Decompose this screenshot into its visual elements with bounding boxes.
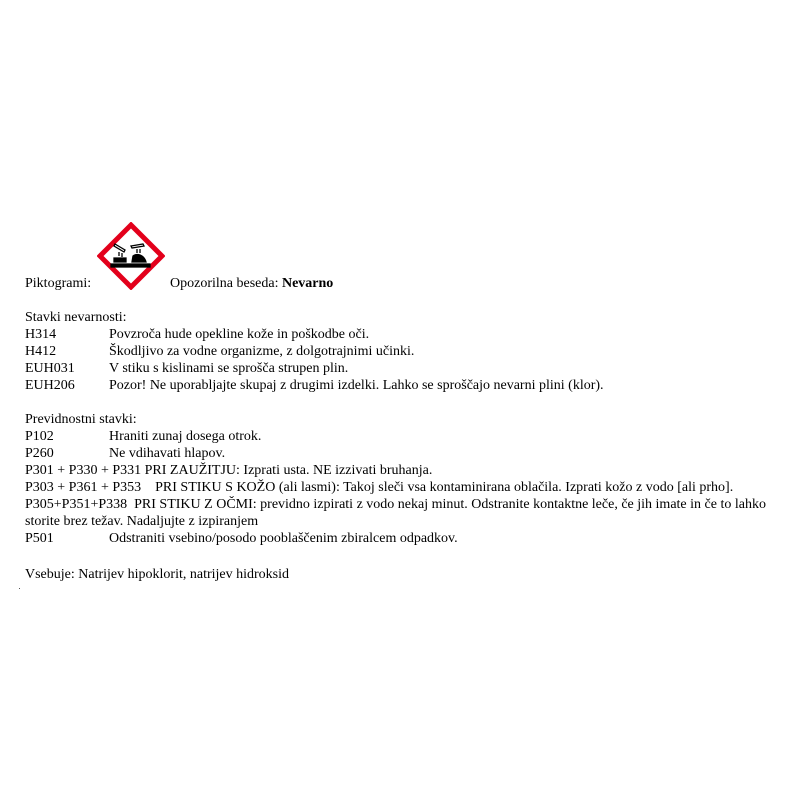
hazard-code: H412: [25, 344, 57, 359]
corrosion-icon: [97, 222, 165, 290]
pictogram-diamond-border: [100, 225, 162, 287]
hazard-code: H314: [25, 327, 57, 342]
precaution-text: Odstraniti vsebino/posodo pooblaščenim zbiralcem odpadkov.: [109, 531, 458, 546]
precaution-row-p303: P303 + P361 + P353 PRI STIKU S KOŽO (ali lasmi): Takoj sleči vsa kontaminirana oblačila. Izprati kožo z vodo [ali prho].: [25, 480, 734, 495]
hazard-text: Povzroča hude opekline kože in poškodbe oči.: [109, 327, 370, 342]
signal-word-value: Nevarno: [281, 276, 334, 291]
precaution-row-p301: P301 + P330 + P331 PRI ZAUŽITJU: Izprati usta. NE izzivati bruhanja.: [25, 463, 433, 478]
precaution-text: Hraniti zunaj dosega otrok.: [109, 429, 262, 444]
contains-line: Vsebuje: Natrijev hipoklorit, natrijev hidroksid: [25, 567, 290, 582]
precaution-code: P102: [25, 429, 54, 444]
hazard-text: Pozor! Ne uporabljajte skupaj z drugimi izdelki. Lahko se sproščajo nevarni plini (klor).: [109, 378, 604, 393]
hazard-text: Škodljivo za vodne organizme, z dolgotrajnimi učinki.: [109, 344, 415, 359]
hazard-statements-title: Stavki nevarnosti:: [25, 310, 127, 325]
stray-mark: [19, 588, 20, 589]
precaution-code: P260: [25, 446, 54, 461]
precaution-statements-title: Previdnostni stavki:: [25, 412, 137, 427]
precaution-text: Ne vdihavati hlapov.: [109, 446, 226, 461]
signal-word: [170, 275, 333, 292]
hazard-code: EUH206: [25, 378, 75, 393]
signal-word-label: Opozorilna beseda:: [170, 276, 279, 291]
hazard-code: EUH031: [25, 361, 75, 376]
hazard-text: V stiku s kislinami se sprošča strupen plin.: [109, 361, 349, 376]
precaution-row-p305: P305+P351+P338 PRI STIKU Z OČMI: previdno izpirati z vodo nekaj minut. Odstranite kontaktne leče, če jih imate in če to lahko storite brez težav. Nadaljujte z izpiranjem: [25, 497, 770, 529]
precaution-code: P501: [25, 531, 54, 546]
pictograms-label: Piktogrami:: [25, 276, 92, 291]
